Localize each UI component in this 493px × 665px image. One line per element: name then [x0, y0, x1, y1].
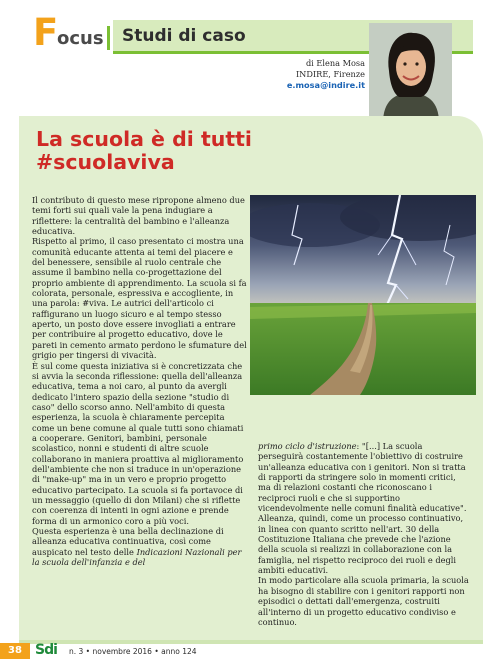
issue-info: n. 3 • novembre 2016 • anno 124: [69, 647, 197, 656]
author-email[interactable]: e.mosa@indire.it: [286, 80, 365, 90]
italic-reference: primo ciclo d'istruzione: [258, 441, 357, 451]
section-title: Studi di caso: [122, 26, 246, 46]
author-block: [287, 58, 365, 91]
paragraph: In modo particolare alla scuola primaria, la scuola ha bisogno di stabilire con i genitori rapporti non episodici o dettati dall'emergenza, costruiti all'interno di un progetto educativo condiviso e continuo.: [258, 575, 469, 627]
paragraph: Rispetto al primo, il caso presentato ci mostra una comunità educante attenta ai temi del piacere e del benessere, sensibile al ruolo centrale che assume il bambino nella co-progettazione del proprio ambiente di apprendimento. La scuola si fa colorata, personale, espressiva e accogliente, in una parola: #viva. Le autrici dell'articolo ci raffigurano un luogo sicuro e al tempo stesso aperto, un posto dove essere invogliati a entrare per contribuire al progetto educativo, dove le pareti in cemento armato perdono le sfumature del grigio per tingersi di vivacità.: [32, 236, 247, 361]
paragraph: [32, 526, 247, 567]
author-portrait-image: [369, 23, 452, 123]
article-title-line1: La scuola è di tutti: [36, 127, 252, 151]
article-title: [36, 128, 252, 174]
author-photo: [369, 23, 452, 123]
magazine-logo: Sdi: [35, 642, 57, 658]
article-right-column: [258, 441, 470, 627]
header-divider: [107, 26, 110, 50]
author-byline: di Elena Mosa: [305, 58, 365, 68]
section-label-initial: F: [33, 11, 59, 54]
author-affiliation: INDIRE, Firenze: [295, 69, 365, 79]
lightning-landscape-illustration: [250, 195, 476, 395]
article-left-column: [32, 195, 247, 567]
storm-field-image: [250, 195, 476, 395]
panel-bottom-strip: [19, 640, 483, 644]
paragraph: Alleanza, quindi, come un processo continuativo, in linea con quanto scritto nell'art. 30 della Costituzione Italiana che prevede che l'azione della scuola si realizzi in collaborazione con la famiglia, nel rispetto reciproco dei ruoli e degli ambiti educativi.: [258, 513, 464, 576]
section-label-text: ocus: [57, 28, 104, 49]
paragraph: È sul come questa iniziativa si è concretizzata che si avvia la seconda riflessione: quella dell'alleanza educativa, tema a noi caro, al punto da avergli dedicato l'intero spazio della sezione "studio di caso" dello scorso anno. Nell'ambito di questa esperienza, la scuola è chiaramente percepita come un bene comune al quale tutti sono chiamati a cooperare. Genitori, bambini, personale scolastico, nonni e studenti di altre scuole collaborano in maniera proattiva al miglioramento dell'ambiente che non si traduce in un'operazione di "make-up" ma in un vero e proprio progetto educativo partecipato. La scuola si fa portavoce di un messaggio (quello di don Milani) che si riflette con coerenza di intenti in ogni azione e prende forma di un armonico coro a più voci.: [32, 360, 244, 526]
paragraph-text: Questa esperienza è una bella declinazione di alleanza educativa continuativa, così come auspicato nel testo delle: [32, 526, 224, 557]
page-number: 38: [0, 643, 30, 659]
italic-reference: Indicazioni Nazionali per la scuola dell'infanzia e del: [32, 546, 242, 568]
paragraph: Il contributo di questo mese ripropone almeno due temi forti sui quali vale la pena indugiare a riflettere: la centralità del bambino e l'alleanza educativa.: [32, 195, 245, 237]
article-title-line2: #scuolaviva: [36, 150, 175, 174]
paragraph-text: : "[...] La scuola perseguirà costantemente l'obiettivo di costruire un'alleanza educativa con i genitori. Non si tratta di rapporti da stringere solo in momenti critici, ma di relazioni costanti che riconoscano i reciproci ruoli e che si supportino vicendevolmente nelle comuni finalità educative".: [258, 441, 467, 514]
paragraph: [258, 441, 470, 513]
section-label: [57, 30, 104, 48]
